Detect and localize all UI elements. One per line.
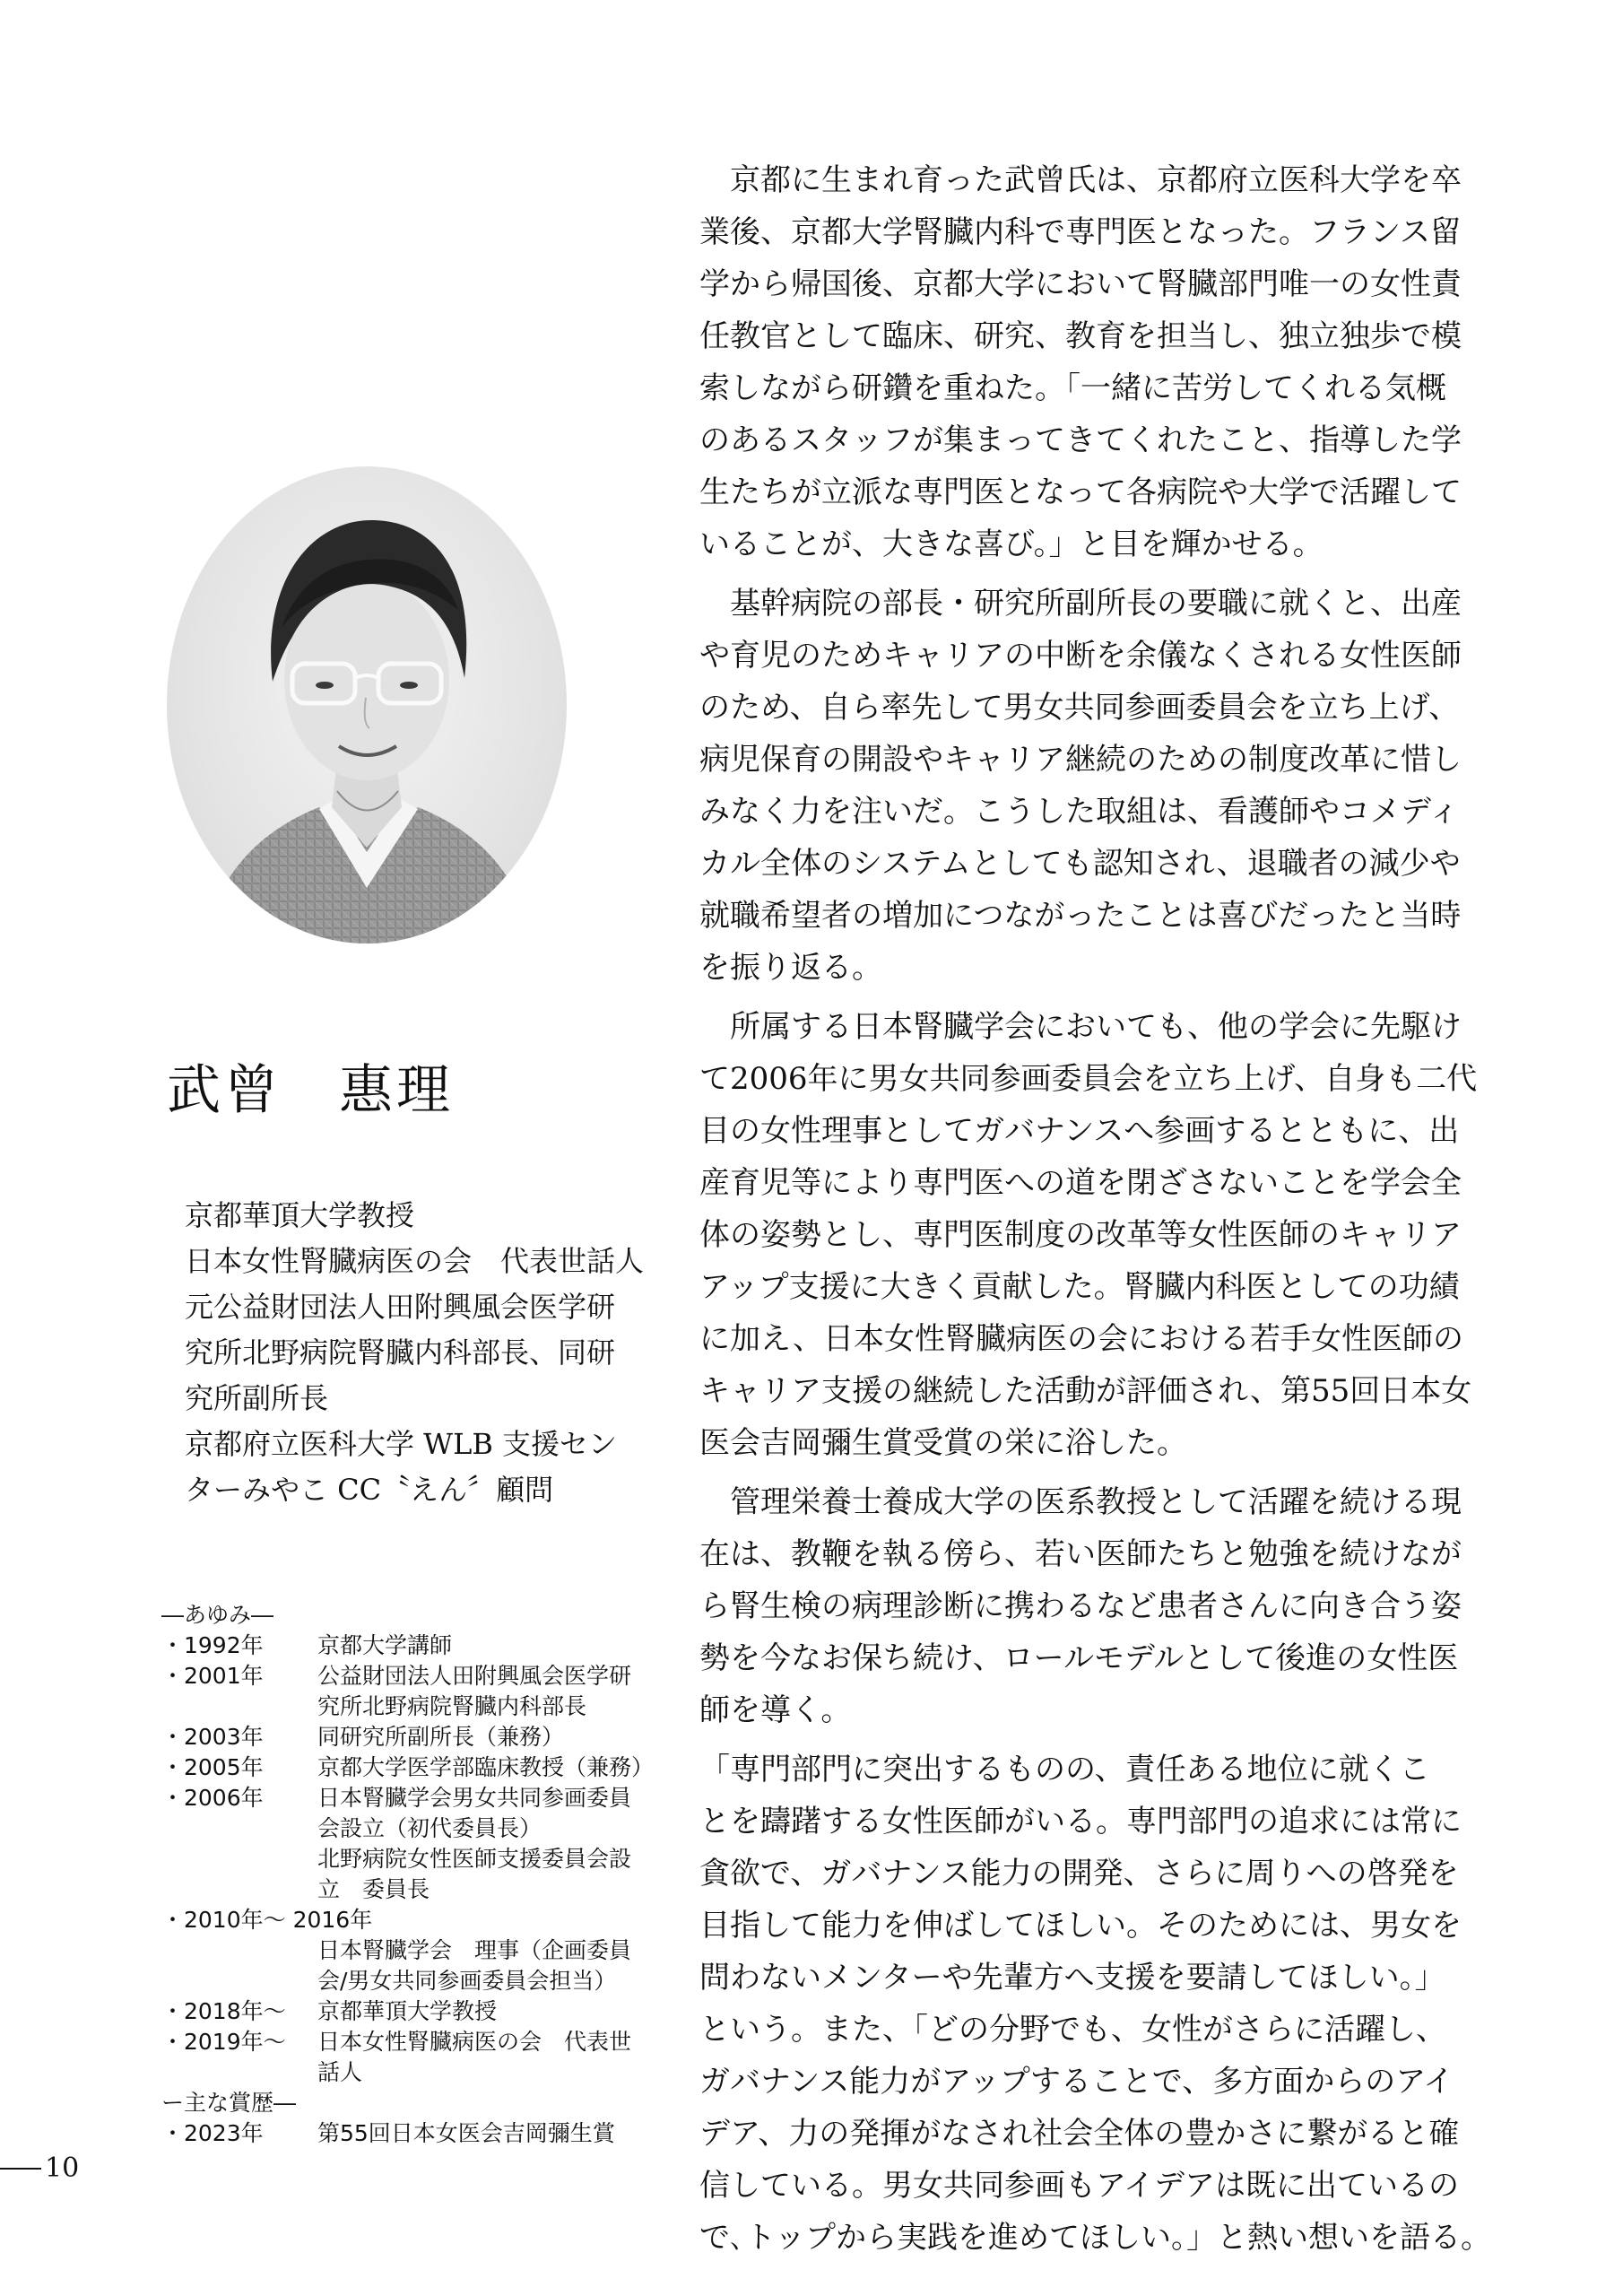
history-year: ・1992年 — [161, 1632, 264, 1658]
text-line: 生たちが立派な専門医となって各病院や大学で活躍して — [699, 474, 1462, 510]
history-event: 会/男女共同参画委員会担当） — [317, 1968, 617, 1994]
text-line: デア、力の発揮がなされ社会全体の豊かさに繋がると確 — [699, 2116, 1460, 2152]
history-event: 京都大学医学部臨床教授（兼務） — [317, 1754, 655, 1780]
career-history — [161, 1600, 664, 2149]
award-event: 第55回日本女医会吉岡彌生賞 — [317, 2120, 615, 2146]
history-event: 日本腎臓学会 理事（企画委員 — [317, 1937, 632, 1963]
text-line: カル全体のシステムとしても認知され、退職者の減少や — [699, 846, 1461, 882]
history-event: 会設立（初代委員長） — [317, 1815, 542, 1841]
position-line: 日本女性腎臓病医の会 代表世話人 — [185, 1244, 645, 1278]
text-line: キャリア支援の継続した活動が評価され、第55回日本女 — [699, 1373, 1472, 1409]
text-line: 学から帰国後、京都大学において腎臓部門唯一の女性責 — [699, 266, 1462, 302]
paragraph — [699, 578, 1471, 994]
position-line: 京都府立医科大学 WLB 支援セン — [185, 1427, 618, 1461]
history-year: ・2005年 — [161, 1754, 264, 1780]
portrait-photo — [167, 466, 567, 944]
page-number-rule — [0, 2168, 41, 2170]
history-year: ・2018年～ — [161, 1998, 286, 2024]
text-line: ガバナンス能力がアップすることで、多方面からのアイ — [699, 2064, 1454, 2100]
history-year: ・2019年～ — [161, 2029, 286, 2055]
text-line: 目の女性理事としてガバナンスへ参画するとともに、出 — [699, 1113, 1460, 1149]
history-item — [161, 2027, 664, 2088]
text-line: 京都に生まれ育った武曾氏は、京都府立医科大学を卒 — [699, 162, 1462, 198]
text-line: 任教官として臨床、研究、教育を担当し、独立独歩で模 — [699, 318, 1462, 354]
awards-heading: ー主な賞歴― — [161, 2090, 297, 2116]
text-line: を振り返る。 — [699, 950, 882, 986]
text-line: 病児保育の開設やキャリア継続のための制度改革に惜し — [699, 742, 1462, 778]
history-item — [161, 1996, 664, 2027]
person-name: 武曾 惠理 — [167, 1059, 454, 1122]
history-event: 北野病院女性医師支援委員会設 — [317, 1846, 632, 1872]
text-line: で､トップから実践を進めてほしい｡」と熱い想いを語る。 — [699, 2220, 1491, 2256]
history-item — [161, 1905, 664, 1996]
text-line: 体の姿勢とし、専門医制度の改革等女性医師のキャリア — [699, 1217, 1462, 1253]
position-line: 究所北野病院腎臓内科部長、同研 — [185, 1335, 616, 1370]
article-body — [699, 154, 1491, 2264]
text-line: 信している。男女共同参画もアイデアは既に出ているの — [699, 2168, 1459, 2204]
text-line: 在は、教鞭を執る傍ら、若い医師たちと勉強を続けなが — [699, 1536, 1462, 1572]
history-event: 同研究所副所長（兼務） — [317, 1724, 565, 1750]
paragraph — [699, 1476, 1471, 1736]
text-line: のため、自ら率先して男女共同参画委員会を立ち上げ、 — [699, 690, 1460, 726]
text-line: という。また、「どの分野でも、女性がさらに活躍し、 — [699, 2012, 1446, 2048]
history-event: 京都大学講師 — [317, 1632, 453, 1658]
text-line: 目指して能力を伸ばしてほしい。そのためには、男女を — [699, 1908, 1462, 1944]
history-item — [161, 1783, 664, 1905]
award-item — [161, 2118, 664, 2149]
history-year: ・2003年 — [161, 1724, 264, 1750]
text-line: や育児のためキャリアの中断を余儀なくされる女性医師 — [699, 638, 1462, 674]
history-year: ・2001年 — [161, 1663, 264, 1689]
award-year: ・2023年 — [161, 2120, 264, 2146]
history-event: 日本腎臓学会男女共同参画委員 — [317, 1785, 632, 1811]
history-item — [161, 1752, 664, 1783]
text-line: いることが、大きな喜び。」と目を輝かせる。 — [699, 526, 1324, 562]
history-event: 公益財団法人田附興風会医学研 — [317, 1663, 632, 1689]
text-line: 産育児等により専門医への道を閉ざさないことを学会全 — [699, 1165, 1462, 1201]
history-year: ・2006年 — [161, 1785, 264, 1811]
text-line: 就職希望者の増加につながったことは喜びだったと当時 — [699, 898, 1462, 934]
text-line: 師を導く。 — [699, 1692, 852, 1728]
history-item — [161, 1631, 664, 1661]
position-line: 究所副所長 — [185, 1381, 329, 1415]
text-line: 所属する日本腎臓学会においても、他の学会に先駆け — [699, 1009, 1462, 1045]
history-event: 立 委員長 — [317, 1876, 430, 1902]
history-item — [161, 1661, 664, 1722]
paragraph — [699, 1001, 1478, 1469]
text-line: ら腎生検の病理診断に携わるなど患者さんに向き合う姿 — [699, 1588, 1462, 1624]
text-line: とを躊躇する女性医師がいる。専門部門の追求には常に — [699, 1804, 1462, 1839]
position-line: 京都華頂大学教授 — [185, 1198, 415, 1232]
paragraph — [699, 1744, 1491, 2264]
text-line: 業後、京都大学腎臓内科で専門医となった。フランス留 — [699, 214, 1461, 250]
history-event: 日本女性腎臓病医の会 代表世 — [317, 2029, 632, 2055]
ayumi-heading: ―あゆみ― — [161, 1602, 274, 1628]
text-line: 問わないメンターや先輩方へ支援を要請してほしい。」 — [699, 1960, 1445, 1996]
position-line: ターみやこ CC〝えん〞顧問 — [185, 1473, 554, 1507]
text-line: 貪欲で、ガバナンス能力の開発、さらに周りへの啓発を — [699, 1856, 1459, 1892]
text-line: 基幹病院の部長・研究所副所長の要職に就くと、出産 — [699, 586, 1462, 622]
text-line: て2006年に男女共同参画委員会を立ち上げ、自身も二代 — [699, 1061, 1478, 1097]
text-line: 医会吉岡彌生賞受賞の栄に浴した。 — [699, 1425, 1187, 1461]
page-number — [0, 2152, 79, 2184]
history-event: 京都華頂大学教授 — [317, 1998, 498, 2024]
positions-list — [185, 1193, 669, 1513]
text-line: みなく力を注いだ。こうした取組は、看護師やコメディ — [699, 794, 1460, 830]
text-line: 索しながら研鑽を重ねた。「一緒に苦労してくれる気概 — [699, 370, 1446, 406]
text-line: 勢を今なお保ち続け、ロールモデルとして後進の女性医 — [699, 1640, 1459, 1676]
history-year: ・2010年～ 2016年 — [161, 1907, 373, 1933]
text-line: アップ支援に大きく貢献した。腎臓内科医としての功績 — [699, 1269, 1460, 1305]
history-item — [161, 1722, 664, 1752]
text-line: 「専門部門に突出するものの、責任ある地位に就くこ — [699, 1752, 1430, 1787]
history-event: 話人 — [317, 2059, 363, 2085]
history-event: 究所北野病院腎臓内科部長 — [317, 1693, 587, 1719]
text-line: に加え、日本女性腎臓病医の会における若手女性医師の — [699, 1321, 1464, 1357]
text-line: のあるスタッフが集まってきてくれたこと、指導した学 — [699, 422, 1462, 458]
page-number-text: 10 — [45, 2152, 80, 2184]
paragraph — [699, 154, 1471, 570]
portrait-illustration — [167, 466, 567, 944]
text-line: 管理栄養士養成大学の医系教授として活躍を続ける現 — [699, 1484, 1462, 1520]
position-line: 元公益財団法人田附興風会医学研 — [185, 1290, 616, 1324]
